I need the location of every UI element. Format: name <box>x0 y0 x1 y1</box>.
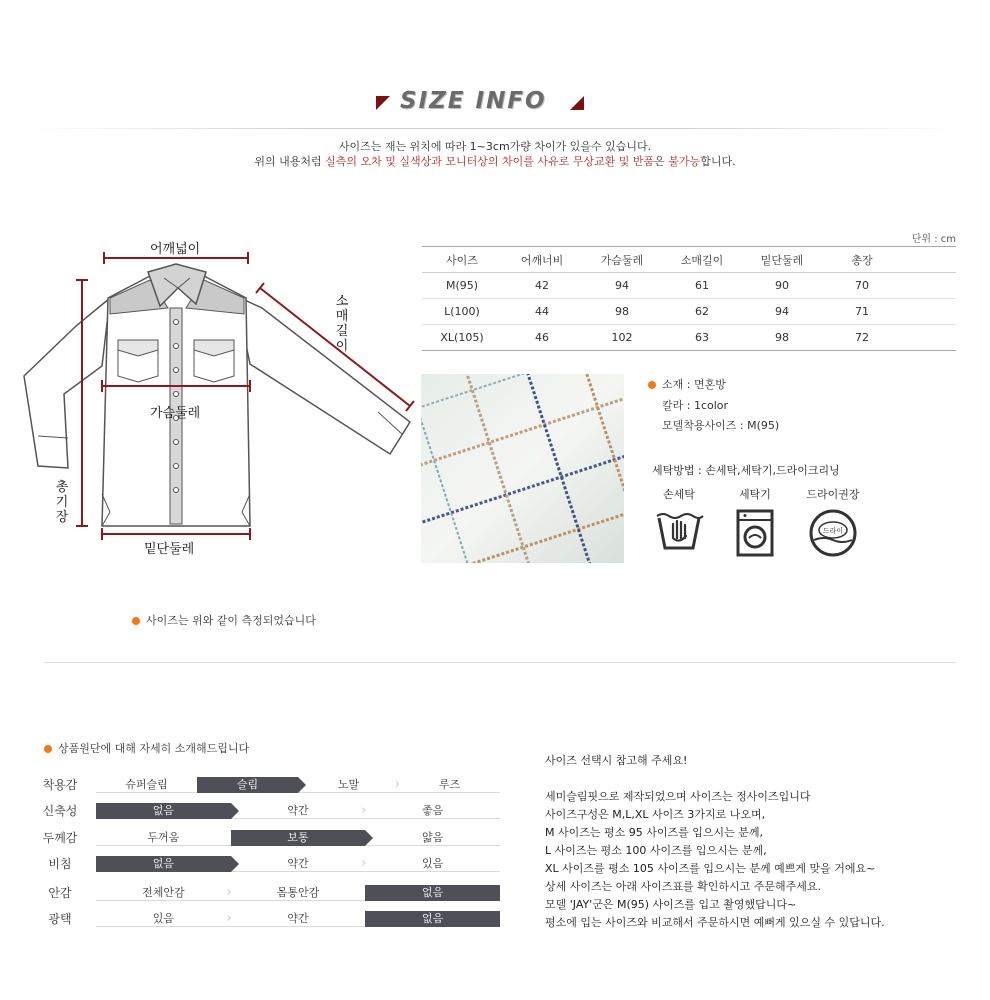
attribute-option <box>96 830 231 846</box>
col-header: 총장 <box>851 253 873 267</box>
size-guide-spacer <box>545 770 965 788</box>
dry-clean-icon-text: 드라이 <box>822 527 844 535</box>
wash-label: 드라이권장 <box>806 488 860 501</box>
option-label: 없음 <box>152 804 174 817</box>
washing-method-title: 세탁방법 : 손세탁,세탁기,드라이크리닝 <box>652 464 840 477</box>
sleeve-label-char: 이 <box>335 339 349 354</box>
option-label: 있음 <box>152 912 174 925</box>
table-cell-spacer <box>902 299 956 325</box>
notice-text: 위의 내용처럼 <box>254 155 326 168</box>
col-header: 어깨너비 <box>520 253 564 267</box>
attribute-option-selected <box>231 830 366 846</box>
chevron-right-icon: › <box>361 803 367 818</box>
fabric-check-pattern <box>421 374 624 563</box>
length-label-char: 기 <box>55 495 69 510</box>
option-label: 두꺼움 <box>147 831 180 844</box>
total-length-label <box>54 480 70 525</box>
table-cell: 61 <box>695 279 709 292</box>
chevron-right-icon: › <box>226 911 232 926</box>
attribute-option-selected <box>197 777 298 793</box>
attribute-name: 광택 <box>48 912 72 926</box>
length-label-char: 장 <box>55 510 69 525</box>
bullet-icon <box>132 617 140 625</box>
size-info-header <box>0 86 990 126</box>
option-label: 좋음 <box>422 804 444 817</box>
attribute-scale <box>96 885 500 901</box>
size-guide-heading: 사이즈 선택시 참고해 주세요! <box>545 754 688 767</box>
wash-item-machine <box>720 486 790 558</box>
option-label: 약간 <box>287 912 309 925</box>
attribute-row-stretch <box>30 803 502 819</box>
attribute-option <box>365 830 500 846</box>
sleeve-label-char: 소 <box>335 294 349 309</box>
table-cell: 90 <box>775 279 789 292</box>
bullet-icon <box>44 745 52 753</box>
col-spacer <box>902 247 956 273</box>
attribute-option <box>399 777 500 793</box>
page-title: SIZE INFO <box>400 88 547 114</box>
material-spec <box>648 376 726 392</box>
attribute-name: 비침 <box>48 857 72 871</box>
attribute-option <box>365 803 500 819</box>
attribute-option <box>96 777 197 793</box>
bullet-icon <box>648 381 656 389</box>
table-cell: 46 <box>535 331 549 344</box>
chevron-right-icon: › <box>361 856 367 871</box>
attribute-option-selected <box>365 911 500 927</box>
table-row <box>422 299 956 325</box>
washing-machine-icon <box>735 508 775 558</box>
table-cell: 94 <box>775 305 789 318</box>
hem-label: 밑단둘레 <box>144 542 195 557</box>
shirt-illustration <box>18 236 418 566</box>
attribute-scale <box>96 777 500 793</box>
notice-text: 은 <box>654 155 669 168</box>
size-guide-line: 사이즈구성은 M,L,XL 사이즈 3가지로 나오며, <box>545 808 766 821</box>
header-left-triangle-icon <box>376 96 390 110</box>
attribute-option-selected <box>96 856 231 872</box>
option-label: 전체안감 <box>142 886 185 899</box>
size-guide-line: L 사이즈는 평소 100 사이즈를 입으시는 분께, <box>545 844 767 857</box>
attribute-option-selected <box>96 803 231 819</box>
table-cell-spacer <box>902 325 956 351</box>
measure-note <box>132 612 316 628</box>
dry-clean-icon <box>808 508 858 558</box>
option-label: 보통 <box>287 831 309 844</box>
option-label: 없음 <box>422 912 444 925</box>
notice-warning-text: 실측의 오차 및 실색상과 모니터상의 차이를 사유로 무상교환 및 반품 <box>325 155 655 168</box>
table-cell: 72 <box>855 331 869 344</box>
size-guide-line: M 사이즈는 평소 95 사이즈를 입으시는 분께, <box>545 826 763 839</box>
size-guide-line: 세미슬림핏으로 제작되었으며 사이즈는 정사이즈입니다 <box>545 790 811 803</box>
attribute-option <box>96 911 231 927</box>
chevron-right-icon: › <box>394 777 400 792</box>
option-label: 몸통안감 <box>276 886 320 899</box>
table-row <box>422 273 956 299</box>
table-cell: 71 <box>855 305 869 318</box>
model-size-spec: 모델착용사이즈 : M(95) <box>662 419 780 432</box>
col-header: 가슴둘레 <box>600 253 644 267</box>
fabric-swatch-image <box>421 374 624 563</box>
shirt-measurement-diagram <box>18 236 418 566</box>
chest-label: 가슴둘레 <box>150 406 201 421</box>
table-cell: 102 <box>611 331 633 344</box>
option-label: 약간 <box>287 804 309 817</box>
col-header: 소매길이 <box>680 253 724 267</box>
material-text: 소재 : 면혼방 <box>662 378 726 391</box>
option-label: 있음 <box>422 857 444 870</box>
measure-note-text: 사이즈는 위와 같이 측정되었습니다 <box>146 614 316 627</box>
table-cell: 44 <box>535 305 549 318</box>
attribute-name: 신축성 <box>42 804 78 818</box>
option-label: 약간 <box>287 857 309 870</box>
table-cell: XL(105) <box>440 331 484 344</box>
table-cell: 63 <box>695 331 709 344</box>
size-guide-line: XL 사이즈를 평소 105 사이즈를 입으시는 분께 예쁘게 맞을 거에요~ <box>545 862 876 875</box>
attribute-option <box>96 885 231 901</box>
size-guide-line: 모델 'JAY'군은 M(95) 사이즈를 입고 촬영했답니다~ <box>545 898 797 911</box>
header-divider <box>30 128 960 129</box>
attribute-option <box>231 885 366 901</box>
attribute-scale <box>96 911 500 927</box>
attribute-row-thickness <box>30 830 502 846</box>
option-label: 노말 <box>337 778 360 791</box>
table-cell: 42 <box>535 279 549 292</box>
sleeve-length-label <box>334 294 350 354</box>
sleeve-label-char: 길 <box>335 324 349 339</box>
size-guide-line: 평소에 입는 사이즈와 비교해서 주문하시면 예뻐게 있으실 수 있답니다. <box>545 916 885 929</box>
table-cell: L(100) <box>444 305 480 318</box>
table-row <box>422 325 956 351</box>
col-header: 밑단둘레 <box>760 253 804 267</box>
table-cell: 70 <box>855 279 869 292</box>
table-cell: 98 <box>615 305 629 318</box>
option-label: 없음 <box>152 857 174 870</box>
color-spec: 칼라 : 1color <box>662 399 729 412</box>
attribute-option <box>231 911 366 927</box>
wash-label: 세탁기 <box>739 488 771 501</box>
attribute-option <box>365 856 500 872</box>
option-label: 없음 <box>422 886 444 899</box>
attribute-row-lining <box>30 885 502 901</box>
attribute-name: 안감 <box>48 886 72 900</box>
size-notice-line2 <box>0 153 990 169</box>
col-header: 사이즈 <box>446 253 478 267</box>
option-label: 루즈 <box>438 778 461 791</box>
attribute-name: 착용감 <box>42 778 78 792</box>
size-notice-line1: 사이즈는 재는 위치에 따라 1~3cm가량 차이가 있을수 있습니다. <box>338 140 652 153</box>
wash-label: 손세탁 <box>663 488 695 501</box>
notice-text: 합니다. <box>700 155 736 168</box>
size-table-header <box>422 247 956 273</box>
attribute-row-fit <box>30 777 502 793</box>
wash-item-hand <box>644 486 714 552</box>
chevron-right-icon: › <box>226 885 232 900</box>
attribute-option-selected <box>365 885 500 901</box>
size-guide-line: 상세 사이즈는 아래 사이즈표를 확인하시고 주문해주세요. <box>545 880 822 893</box>
hand-wash-icon <box>653 508 705 552</box>
table-cell: 94 <box>615 279 629 292</box>
attribute-scale <box>96 803 500 819</box>
attribute-option <box>298 777 399 793</box>
attribute-option <box>231 803 366 819</box>
wash-item-dry-clean <box>798 486 868 558</box>
table-cell-spacer <box>902 273 956 299</box>
table-cell: M(95) <box>445 279 479 292</box>
attribute-name: 두께감 <box>42 831 78 845</box>
attribute-row-sheerness <box>30 856 502 872</box>
option-label: 슈퍼슬림 <box>125 778 168 791</box>
unit-label: 단위 : cm <box>911 234 956 245</box>
table-cell: 98 <box>775 331 789 344</box>
length-label-char: 총 <box>55 480 69 495</box>
header-right-triangle-icon <box>570 96 584 110</box>
sleeve-label-char: 매 <box>335 309 349 324</box>
section-divider <box>44 662 956 663</box>
fabric-detail-title <box>44 740 249 756</box>
size-guide <box>545 752 965 932</box>
option-label: 얇음 <box>422 831 444 844</box>
attribute-scale <box>96 830 500 846</box>
size-table <box>422 246 956 351</box>
attribute-option <box>231 856 366 872</box>
option-label: 슬림 <box>236 778 259 791</box>
attribute-row-gloss <box>30 911 502 927</box>
fabric-detail-title-text: 상품원단에 대해 자세히 소개해드립니다 <box>58 742 250 755</box>
table-cell: 62 <box>695 305 709 318</box>
attribute-scale <box>96 856 500 872</box>
shoulder-width-label: 어깨넓이 <box>150 242 201 257</box>
notice-warning-text: 불가능 <box>668 155 701 168</box>
